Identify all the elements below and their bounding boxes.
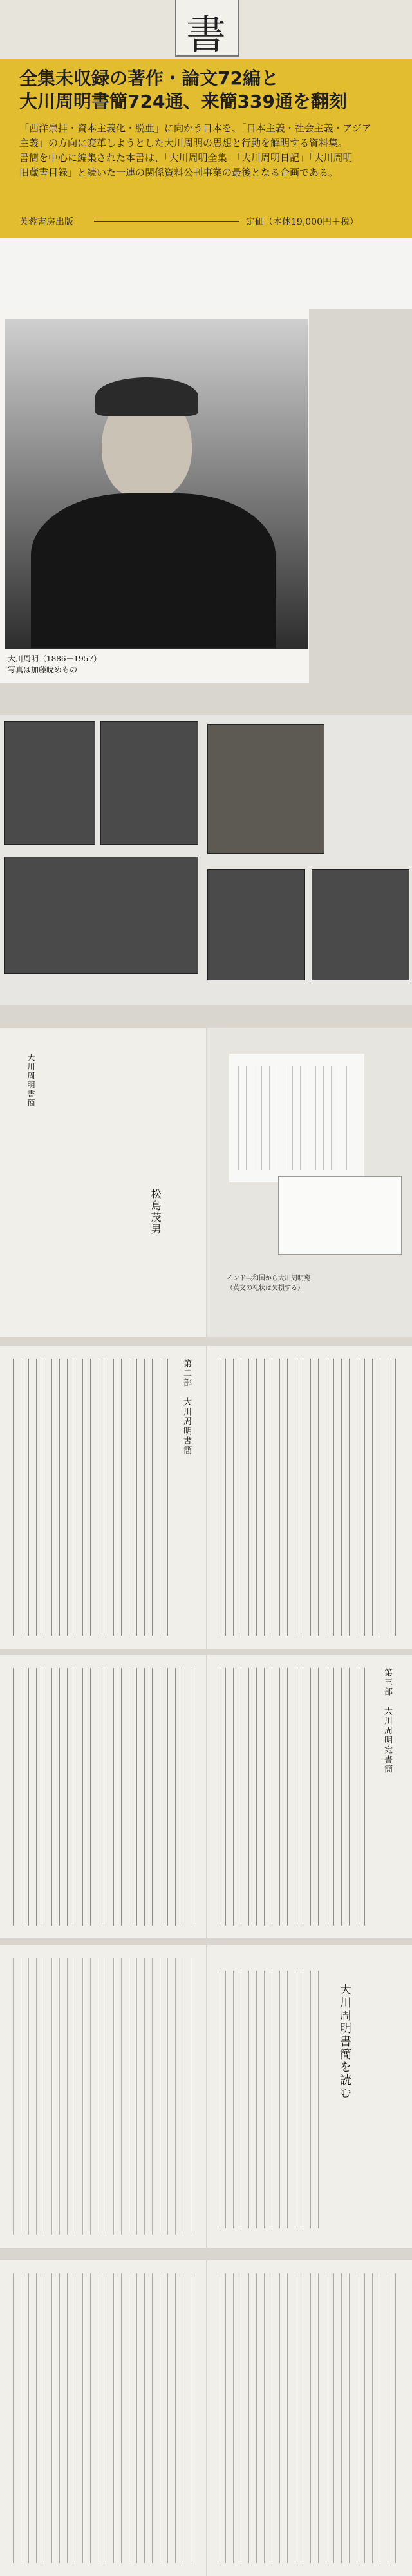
obi-desc-line-3: 書簡を中心に編集された本書は、「大川周明全集」「大川周明日記」「大川周明 (19, 152, 353, 164)
letter-text-lines (238, 1066, 354, 1170)
list-columns (13, 1668, 193, 1926)
commentary-columns-left (13, 1958, 193, 2235)
page-letter (207, 1028, 412, 1337)
photo-6 (312, 869, 409, 980)
price-label: 定価（本体19,000円＋税） (246, 217, 359, 227)
obi-desc-line-1: 「西洋崇拝・資本主義化・脱亜」に向かう日本を、「日本主義・社会主義・アジア (19, 122, 371, 134)
photo-5 (207, 869, 305, 980)
envelope-image (278, 1176, 402, 1255)
page-list-right (207, 1655, 412, 1938)
obi-headline-2: 大川周明書簡724通、来簡339通を翻刻 (19, 91, 347, 112)
portrait-caption-line-1: 大川周明（1886－1957） (8, 654, 102, 663)
hair-shape (95, 377, 198, 416)
obi-desc-line-4: 旧蔵書目録」と続いた一連の関係資料公刊事業の最後となる企画である。 (19, 167, 339, 178)
page-toc-right (207, 1346, 412, 1649)
kimono-shape (31, 493, 276, 648)
page-list-left (0, 1655, 206, 1938)
letter-image (229, 1054, 364, 1182)
list-columns-right (218, 1668, 372, 1926)
section-title-vertical: 大川周明書簡 (26, 1054, 35, 1108)
publisher-name: 芙蓉書房出版 (19, 217, 73, 227)
page-toc-left (0, 1346, 206, 1649)
page-section-title (0, 1028, 206, 1337)
part-two-title: 第二部 大川周明書簡 (182, 1359, 191, 1455)
final-columns-right (218, 2273, 401, 2563)
letter-caption-line-1: インド共和国から大川周明宛 (227, 1275, 310, 1282)
portrait-caption-line-2: 写真は加藤暁めもの (8, 665, 78, 674)
photo-1 (4, 721, 95, 845)
page-commentary-left (0, 1945, 206, 2248)
photo-3 (207, 724, 324, 854)
page-final-left (0, 2260, 206, 2576)
part-three-title: 第三部 大川周明宛書簡 (382, 1668, 392, 1774)
letter-caption-line-2: （英文の礼状は欠損する） (227, 1285, 304, 1292)
publisher-rule (94, 221, 239, 222)
page-commentary-title (207, 1945, 412, 2248)
cover-title-kanji: 書 (185, 11, 226, 58)
obi-headline-1: 全集未収録の著作・論文72編と (19, 68, 279, 89)
text-columns (13, 1359, 174, 1636)
commentary-title: 大川周明書簡を読む (338, 1984, 351, 2099)
obi-desc-line-2: 主義」の方向に変革しようとした大川周明の思想と行動を解明する資料集。 (19, 137, 348, 149)
portrait-caption (8, 653, 101, 675)
final-columns-left (13, 2273, 193, 2563)
commentary-columns (218, 1971, 321, 2228)
photo-spread (0, 715, 412, 1005)
page-gap (0, 238, 412, 309)
photo-4 (4, 857, 198, 974)
author-name-vertical: 松島茂男 (149, 1189, 162, 1235)
page-final-right (207, 2260, 412, 2576)
portrait-photo (5, 319, 308, 649)
portrait-page (0, 309, 309, 683)
text-columns-right (218, 1359, 401, 1636)
photo-2 (100, 721, 198, 845)
letter-caption (227, 1273, 310, 1292)
